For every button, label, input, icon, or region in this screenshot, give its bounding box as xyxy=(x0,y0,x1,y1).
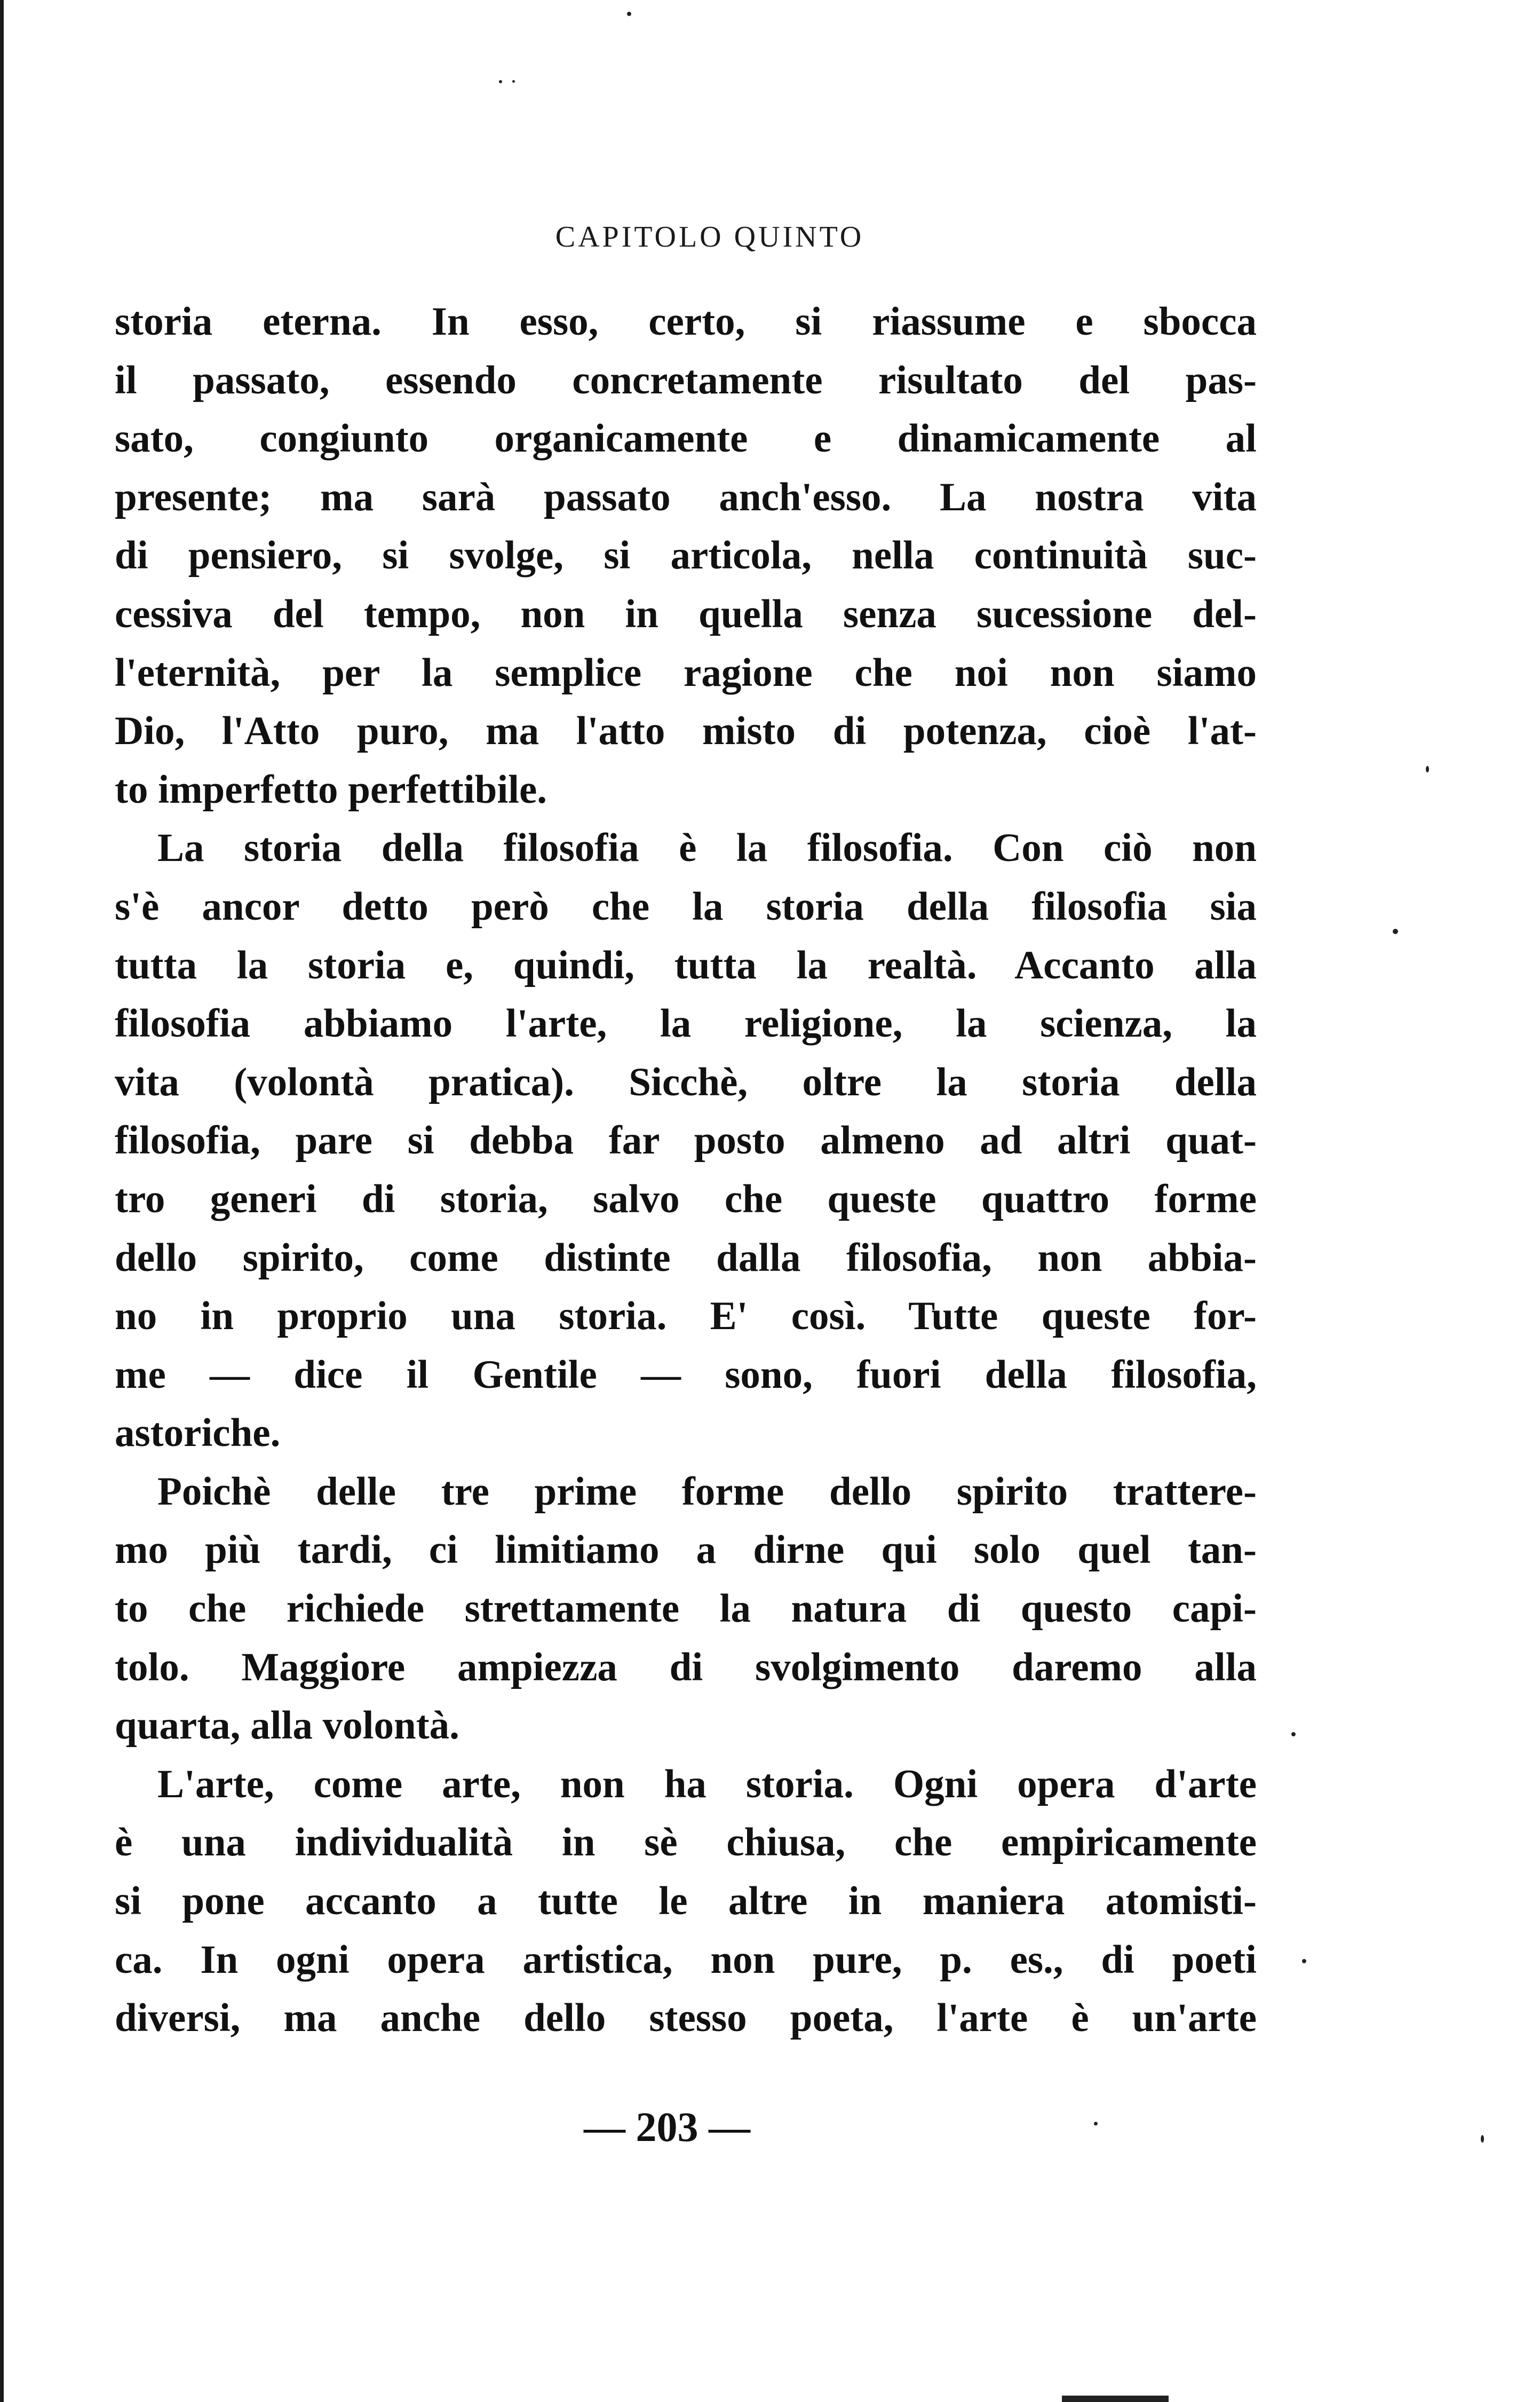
body-text xyxy=(115,293,1257,2048)
text-line: quarta, alla volontà. xyxy=(115,1703,459,1748)
text-line: to che richiede strettamente la natura di questo capi- xyxy=(115,1586,1257,1631)
text-line: si pone accanto a tutte le altre in maniera atomisti- xyxy=(115,1879,1257,1924)
text-line: il passato, essendo concretamente risultato del pas- xyxy=(115,358,1257,402)
text-line: di pensiero, si svolge, si articola, nella continuità suc- xyxy=(115,533,1257,578)
scan-edge-mark xyxy=(1062,2396,1169,2402)
paragraph xyxy=(115,293,1257,819)
page-number: — 203 — xyxy=(584,2104,750,2150)
scan-speck xyxy=(1302,1959,1306,1963)
text-line: vita (volontà pratica). Sicchè, oltre la storia della xyxy=(115,1060,1257,1104)
scan-speck xyxy=(512,80,515,83)
text-line: ca. In ogni opera artistica, non pure, p. es., di poeti xyxy=(115,1937,1257,1982)
text-line: s'è ancor detto però che la storia della filosofia sia xyxy=(115,884,1257,929)
scan-speck xyxy=(1393,929,1398,934)
scan-speck xyxy=(1481,2135,1484,2143)
text-line: tro generi di storia, salvo che queste quattro forme xyxy=(115,1176,1257,1221)
text-line: Dio, l'Atto puro, ma l'atto misto di potenza, cioè l'at- xyxy=(115,709,1257,754)
text-line: cessiva del tempo, non in quella senza sucessione del- xyxy=(115,591,1257,636)
text-line: è una individualità in sè chiusa, che empiricamente xyxy=(115,1820,1257,1865)
text-line: no in proprio una storia. E' così. Tutte queste for- xyxy=(115,1294,1257,1339)
text-line: presente; ma sarà passato anch'esso. La nostra vita xyxy=(115,475,1257,519)
scan-speck xyxy=(1426,766,1429,772)
text-line: sato, congiunto organicamente e dinamicamente al xyxy=(115,416,1257,461)
paragraph xyxy=(115,1755,1257,2048)
scan-speck xyxy=(1094,2122,1098,2126)
text-line: astoriche. xyxy=(115,1411,281,1456)
text-line: to imperfetto perfettibile. xyxy=(115,767,547,812)
text-line: me — dice il Gentile — sono, fuori della filosofia, xyxy=(115,1352,1257,1397)
scan-speck xyxy=(627,12,631,16)
text-line: storia eterna. In esso, certo, si riassume e sbocca xyxy=(115,299,1257,344)
text-line: Poichè delle tre prime forme dello spirito trattere- xyxy=(157,1469,1257,1514)
paragraph xyxy=(115,819,1257,1463)
text-line: filosofia abbiamo l'arte, la religione, la scienza, la xyxy=(115,1001,1257,1046)
text-line: tutta la storia e, quindi, tutta la realtà. Accanto alla xyxy=(115,943,1257,987)
text-line: mo più tardi, ci limitiamo a dirne qui solo quel tan- xyxy=(115,1528,1257,1573)
text-line: tolo. Maggiore ampiezza di svolgimento daremo alla xyxy=(115,1645,1257,1689)
scan-speck xyxy=(1291,1732,1296,1736)
running-head: CAPITOLO QUINTO xyxy=(555,220,864,254)
text-line: dello spirito, come distinte dalla filosofia, non abbia- xyxy=(115,1235,1257,1280)
text-line: L'arte, come arte, non ha storia. Ogni opera d'arte xyxy=(157,1761,1257,1806)
text-line: diversi, ma anche dello stesso poeta, l'arte è un'arte xyxy=(115,1996,1257,2041)
page-edge-shadow xyxy=(0,0,4,2402)
scan-speck xyxy=(499,80,502,83)
text-line: La storia della filosofia è la filosofia. Con ciò non xyxy=(157,826,1257,871)
paragraph xyxy=(115,1463,1257,1755)
text-line: l'eternità, per la semplice ragione che noi non siamo xyxy=(115,650,1257,695)
text-line: filosofia, pare si debba far posto almeno ad altri quat- xyxy=(115,1118,1257,1163)
